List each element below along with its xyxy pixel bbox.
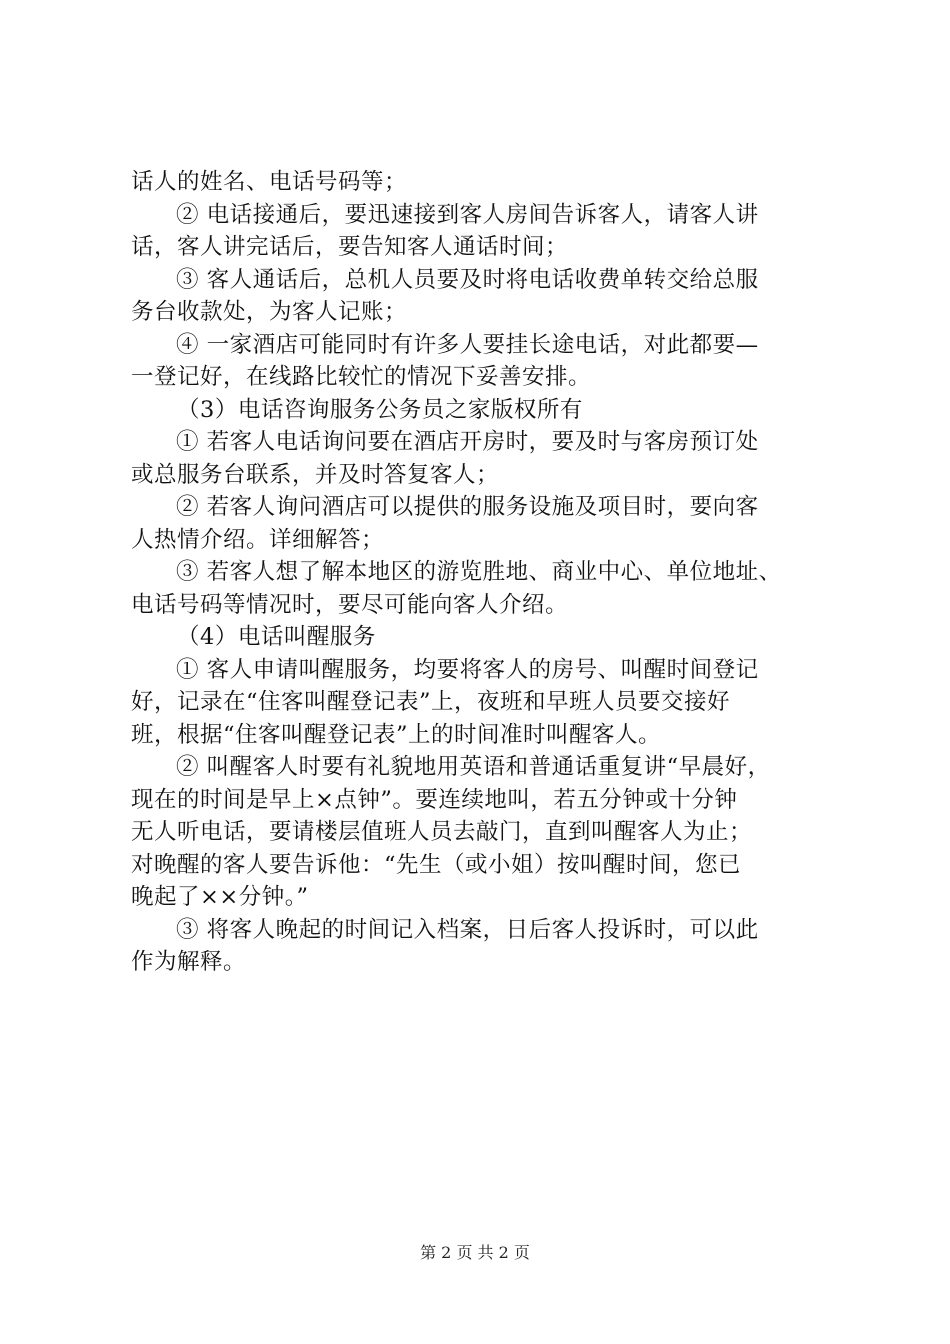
text-line: ② 电话接通后，要迅速接到客人房间告诉客人，请客人讲 [176, 201, 759, 228]
text-line: ④ 一家酒店可能同时有许多人要挂长途电话，对此都要— [176, 331, 759, 358]
text-line: 班，根据“住客叫醒登记表”上的时间准时叫醒客人。 [131, 721, 662, 748]
text-line: 务台收款处，为客人记账； [131, 299, 408, 325]
text-line: 对晚醒的客人要告诉他：“先生（或小姐）按叫醒时间，您已 [131, 851, 742, 878]
text-line: ① 若客人电话询问要在酒店开房时，要及时与客房预订处 [176, 429, 759, 455]
text-line: 或总服务台联系，并及时答复客人； [131, 461, 500, 488]
text-line: 无人听电话，要请楼层值班人员去敲门，直到叫醒客人为止； [131, 819, 753, 845]
text-line: 好，记录在“住客叫醒登记表”上，夜班和早班人员要交接好 [131, 689, 731, 715]
section-heading: （4）电话叫醒服务 [177, 624, 376, 650]
text-line: 晚起了××分钟。” [131, 884, 309, 910]
text-line: ③ 客人通话后，总机人员要及时将电话收费单转交给总服 [176, 266, 759, 293]
section-heading: （3）电话咨询服务公务员之家版权所有 [177, 396, 583, 423]
text-line: ① 客人申请叫醒服务，均要将客人的房号、叫醒时间登记 [176, 656, 759, 683]
text-line: 人热情介绍。详细解答； [131, 526, 385, 553]
text-line: ③ 将客人晚起的时间记入档案，日后客人投诉时，可以此 [176, 916, 759, 943]
text-line: ② 叫醒客人时要有礼貌地用英语和普通话重复讲“早晨好， [176, 754, 771, 780]
text-line: 作为解释。 [131, 949, 247, 975]
text-line: 一登记好，在线路比较忙的情况下妥善安排。 [131, 364, 592, 390]
text-line: 话，客人讲完话后，要告知客人通话时间； [131, 234, 569, 260]
text-line: 电话号码等情况时，要尽可能向客人介绍。 [131, 591, 569, 618]
text-line: 话人的姓名、电话号码等； [131, 169, 408, 195]
text-line: ② 若客人询问酒店可以提供的服务设施及项目时，要向客 [176, 494, 759, 520]
text-line: 现在的时间是早上×点钟”。要连续地叫，若五分钟或十分钟 [131, 786, 738, 813]
document-body [131, 166, 831, 979]
page-number-footer: 第 2 页 共 2 页 [420, 1243, 530, 1262]
text-line: ③ 若客人想了解本地区的游览胜地、商业中心、单位地址、 [176, 559, 782, 585]
